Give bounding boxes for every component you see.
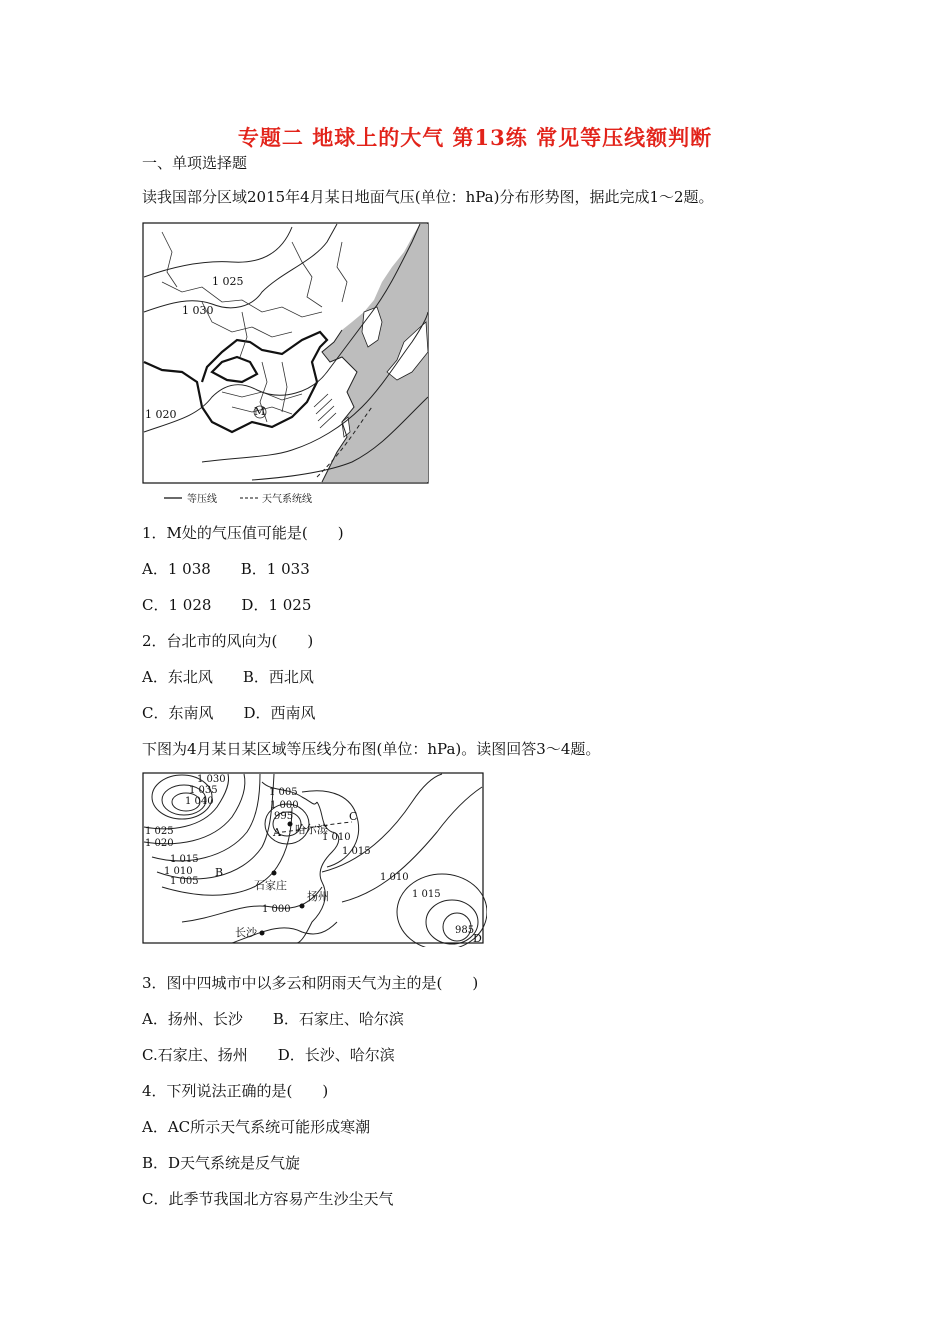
- isobar-label-1030: 1 030: [182, 304, 214, 317]
- question-3-options-cd: C.石家庄、扬州 D．长沙、哈尔滨: [142, 1046, 395, 1064]
- question-1: 1．M处的气压值可能是( ): [142, 524, 344, 542]
- question-4-option-b: B．D天气系统是反气旋: [142, 1154, 301, 1172]
- city-yangzhou: 扬州: [307, 890, 329, 903]
- isobar-label-985: 985: [455, 925, 475, 936]
- isobar-label-1000: 1 000: [270, 800, 299, 811]
- city-shijiazhuang: 石家庄: [254, 879, 287, 892]
- question-2-options-ab: A．东北风 B．西北风: [142, 668, 314, 686]
- point-m-label: M: [254, 405, 266, 418]
- pressure-map-1: [142, 222, 432, 516]
- question-4-option-c: C．此季节我国北方容易产生沙尘天气: [142, 1190, 394, 1208]
- isobar-label-995: 995: [274, 811, 294, 822]
- legend-front: 天气系统线: [262, 494, 312, 505]
- isobar-label-1010c: 1 010: [380, 872, 409, 883]
- section-heading: 一、单项选择题: [142, 154, 248, 172]
- legend-isobar: 等压线: [187, 494, 217, 505]
- point-d: D: [473, 932, 482, 945]
- isobar-label-1035: 1 035: [189, 785, 218, 796]
- isobar-label-1015c: 1 015: [412, 889, 441, 900]
- isobar-label-1030: 1 030: [197, 774, 226, 785]
- isobar-label-1025: 1 025: [212, 275, 244, 288]
- intro-text-1: 读我国部分区域2015年4月某日地面气压(单位：hPa)分布形势图，据此完成1～2题。: [142, 188, 714, 206]
- page-title: 专题二 地球上的大气 第13练 常见等压线额判断: [237, 125, 713, 150]
- isobar-label-1015: 1 015: [170, 854, 199, 865]
- question-4: 4．下列说法正确的是( ): [142, 1082, 329, 1100]
- question-3: 3．图中四城市中以多云和阴雨天气为主的是( ): [142, 974, 479, 992]
- point-c: C: [349, 810, 358, 823]
- question-3-options-ab: A．扬州、长沙 B．石家庄、哈尔滨: [142, 1010, 404, 1028]
- question-4-option-a: A．AC所示天气系统可能形成寒潮: [142, 1118, 371, 1136]
- isobar-label-1020: 1 020: [145, 838, 174, 849]
- point-a: A: [273, 826, 281, 839]
- isobar-label-1005b: 1 005: [269, 787, 298, 798]
- isobar-label-1000b: 1 000: [262, 904, 291, 915]
- pressure-map-2: [142, 772, 487, 951]
- isobar-label-1015b: 1 015: [342, 846, 371, 857]
- isobar-label-1010: 1 010: [164, 866, 193, 877]
- question-1-options-cd: C．1 028 D．1 025: [142, 596, 312, 614]
- point-b: B: [215, 866, 224, 879]
- intro-text-2: 下图为4月某日某区域等压线分布图(单位：hPa)。读图回答3～4题。: [142, 740, 601, 758]
- isobar-label-1020: 1 020: [145, 408, 177, 421]
- question-2-options-cd: C．东南风 D．西南风: [142, 704, 316, 722]
- question-2: 2．台北市的风向为( ): [142, 632, 314, 650]
- isobar-label-1010b: 1 010: [322, 832, 351, 843]
- isobar-label-1025: 1 025: [145, 826, 174, 837]
- isobar-label-1040: 1 040: [185, 796, 214, 807]
- city-harbin: 哈尔滨: [295, 823, 328, 836]
- isobar-label-1005a: 1 005: [170, 876, 199, 887]
- question-1-options-ab: A．1 038 B．1 033: [142, 560, 310, 578]
- city-changsha: 长沙: [235, 926, 257, 939]
